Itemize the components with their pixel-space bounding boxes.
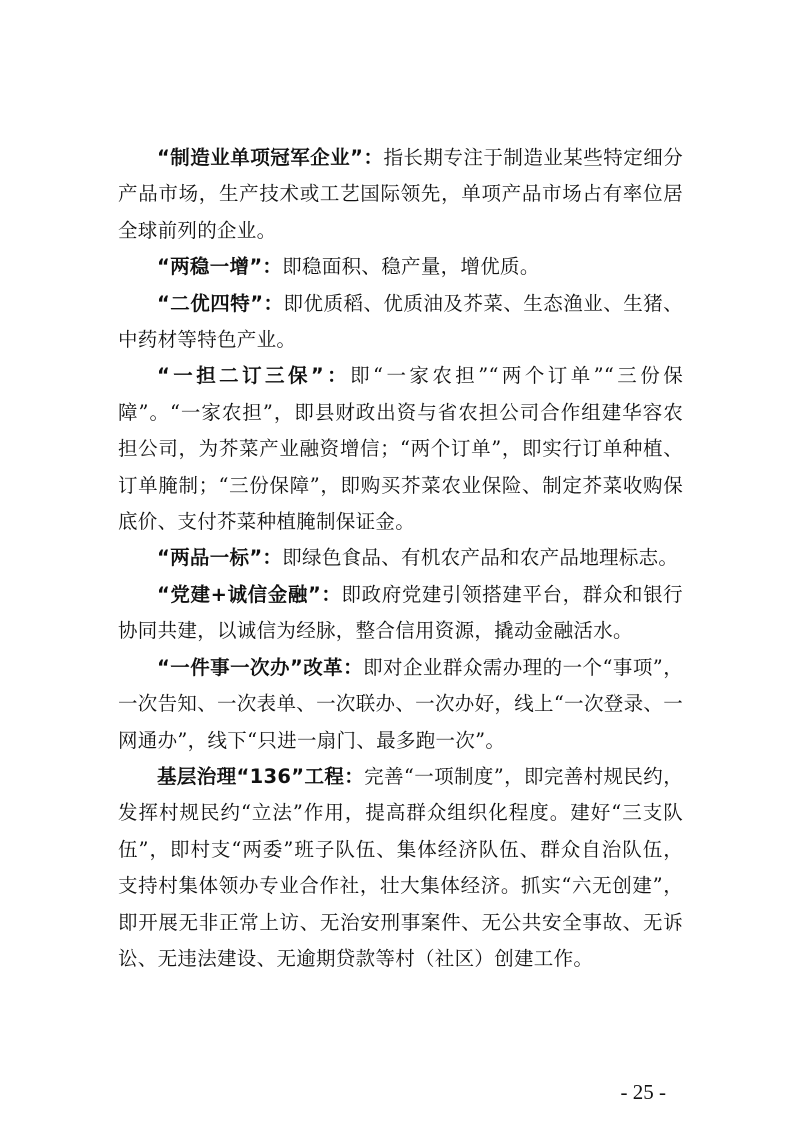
glossary-entry: [118, 650, 683, 759]
page-number: - 25 -: [620, 1080, 666, 1104]
glossary-definition: 即政府党建引领搭建平台，群众和银行协同共建，以诚信为经脉，整合信用资源，撬动金融活水。: [118, 582, 683, 643]
glossary-term: 基层治理“136”工程：: [157, 764, 365, 788]
glossary-entry: [118, 140, 683, 249]
glossary-entry: [118, 358, 683, 540]
glossary-definition: 即优质稻、优质油及芥菜、生态渔业、生猪、中药材等特色产业。: [118, 291, 683, 352]
glossary-term: “制造业单项冠军企业”：: [157, 146, 384, 169]
glossary-definition: 即对企业群众需办理的一个“事项”，一次告知、一次表单、一次联办、一次办好，线上“一次登录、一网通办”，线下“只进一扇门、最多跑一次”。: [118, 655, 683, 752]
glossary-term: “一担二订三保”：: [157, 364, 351, 388]
glossary-term: “两稳一增”：: [157, 255, 283, 279]
glossary-entry: [118, 286, 683, 359]
glossary-entry: [118, 540, 683, 576]
glossary-term: “党建+诚信金融”：: [157, 582, 342, 606]
glossary-entry: [118, 759, 683, 977]
glossary-definition: 即绿色食品、有机农产品和农产品地理标志。: [282, 546, 679, 570]
glossary-definition: 即“一家农担”“两个订单”“三份保障”。“一家农担”，即县财政出资与省农担公司合作组建华容农担公司，为芥菜产业融资增信；“两个订单”，即实行订单种植、订单腌制；“三份保障”，即购买芥菜农业保险、制定芥菜收购保底价、支付芥菜种植腌制保证金。: [118, 364, 683, 534]
glossary-term: “两品一标”：: [157, 546, 283, 570]
glossary-entry: [118, 249, 683, 285]
glossary-definition: 完善“一项制度”，即完善村规民约，发挥村规民约“立法”作用，提高群众组织化程度。建好“三支队伍”，即村支“两委”班子队伍、集体经济队伍、群众自治队伍，支持村集体领办专业合作社，壮大集体经济。抓实“六无创建”，即开展无非正常上访、无治安刑事案件、无公共安全事故、无诉讼、无违法建设、无逾期贷款等村（社区）创建工作。: [118, 764, 683, 970]
glossary-content: [118, 140, 683, 977]
glossary-entry: [118, 577, 683, 650]
glossary-definition: 指长期专注于制造业某些特定细分产品市场，生产技术或工艺国际领先，单项产品市场占有率位居全球前列的企业。: [118, 146, 683, 242]
glossary-term: “一件事一次办”改革：: [157, 655, 364, 679]
glossary-definition: 即稳面积、稳产量，增优质。: [282, 255, 540, 279]
glossary-term: “二优四特”：: [157, 291, 284, 315]
